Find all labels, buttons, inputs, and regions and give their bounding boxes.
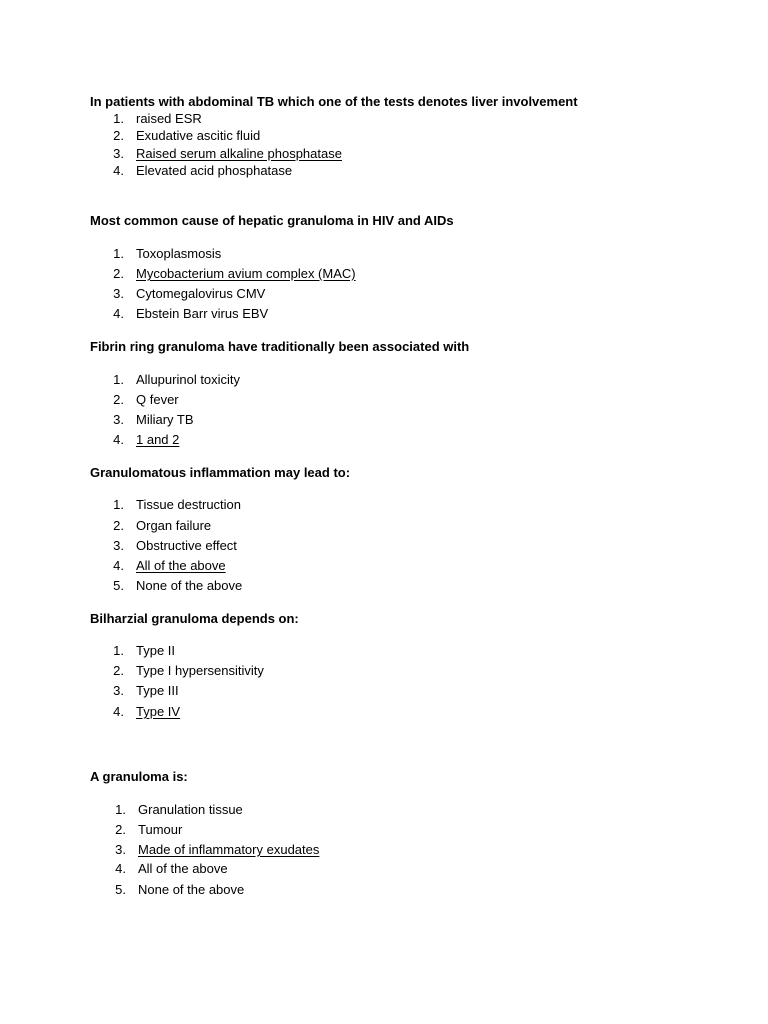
- option-number: 1.: [113, 372, 124, 387]
- option-text-answer: 1 and 2: [136, 432, 180, 447]
- question-6-text: A granuloma is:: [90, 769, 188, 784]
- option-number: 3.: [113, 412, 124, 427]
- option-number: 3.: [113, 683, 124, 698]
- option-text-answer: Mycobacterium avium complex (MAC): [136, 266, 356, 281]
- option-text: Tumour: [138, 822, 183, 837]
- option-text-answer: Made of inflammatory exudates: [138, 842, 320, 857]
- option-number: 1.: [113, 643, 124, 658]
- option-text: Ebstein Barr virus EBV: [136, 306, 269, 321]
- option-number: 1.: [113, 246, 124, 261]
- option-number: 2.: [115, 822, 126, 837]
- option-text: Q fever: [136, 392, 179, 407]
- option-number: 4.: [113, 432, 124, 447]
- option-text: Type III: [136, 683, 179, 698]
- option-number: 3.: [113, 538, 124, 553]
- option-number: 5.: [113, 578, 124, 593]
- question-1-text: In patients with abdominal TB which one of the tests denotes liver involvement: [90, 94, 578, 109]
- option-text: Elevated acid phosphatase: [136, 163, 293, 178]
- option-text: Obstructive effect: [136, 538, 237, 553]
- option-number: 3.: [113, 286, 124, 301]
- option-number: 1.: [115, 802, 126, 817]
- question-5-text: Bilharzial granuloma depends on:: [90, 611, 299, 626]
- option-text: Tissue destruction: [136, 497, 242, 512]
- option-number: 4.: [115, 861, 126, 876]
- question-3-text: Fibrin ring granuloma have traditionally been associated with: [90, 339, 470, 354]
- option-text: Type I hypersensitivity: [136, 663, 264, 678]
- option-number: 3.: [113, 146, 124, 161]
- option-text: Cytomegalovirus CMV: [136, 286, 266, 301]
- option-number: 2.: [113, 663, 124, 678]
- option-text: None of the above: [138, 882, 245, 897]
- option-text: Granulation tissue: [138, 802, 243, 817]
- option-number: 5.: [115, 882, 126, 897]
- option-number: 2.: [113, 392, 124, 407]
- option-text: None of the above: [136, 578, 243, 593]
- option-text-answer: Type IV: [136, 704, 181, 719]
- option-text: Organ failure: [136, 518, 212, 533]
- option-text: Toxoplasmosis: [136, 246, 222, 261]
- option-number: 4.: [113, 306, 124, 321]
- option-text: Allupurinol toxicity: [136, 372, 241, 387]
- option-text: Type II: [136, 643, 176, 658]
- option-text: Miliary TB: [136, 412, 194, 427]
- option-text-answer: All of the above: [136, 558, 226, 573]
- option-text: raised ESR: [136, 111, 202, 126]
- option-number: 4.: [113, 704, 124, 719]
- option-number: 2.: [113, 128, 124, 143]
- option-number: 4.: [113, 163, 124, 178]
- option-number: 1.: [113, 497, 124, 512]
- option-number: 3.: [115, 842, 126, 857]
- option-number: 2.: [113, 518, 124, 533]
- question-4-text: Granulomatous inflammation may lead to:: [90, 465, 351, 480]
- question-2-text: Most common cause of hepatic granuloma in HIV and AIDs: [90, 213, 454, 228]
- option-text: Exudative ascitic fluid: [136, 128, 261, 143]
- option-text-answer: Raised serum alkaline phosphatase: [136, 146, 342, 161]
- option-number: 2.: [113, 266, 124, 281]
- option-text: All of the above: [138, 861, 228, 876]
- option-number: 1.: [113, 111, 124, 126]
- option-number: 4.: [113, 558, 124, 573]
